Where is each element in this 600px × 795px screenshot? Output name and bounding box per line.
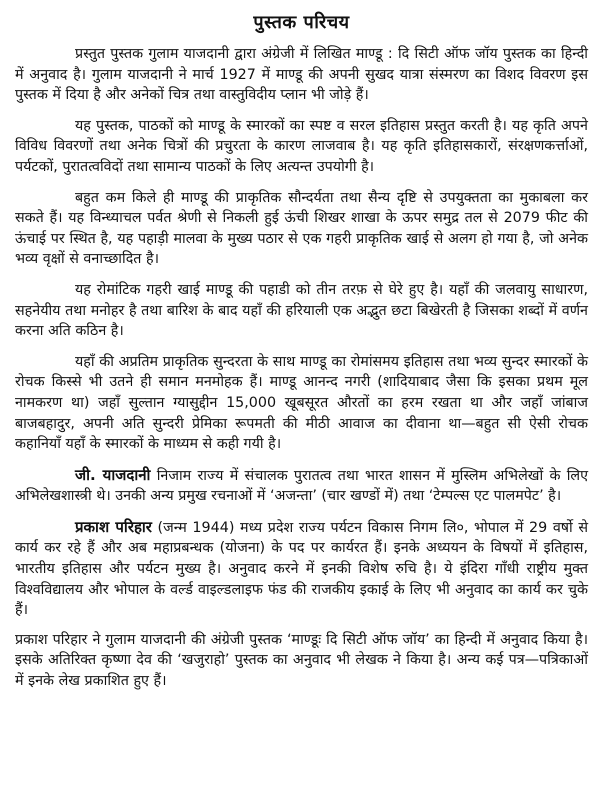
paragraph-fort-description: बहुत कम किले ही माण्डू की प्राकृतिक सौन्दर्यता तथा सैन्य दृष्टि से उपयुक्तता का मुकाबला कर सकते हैं। यह विन्ध्याचल पर्वत श्रेणी से निकली हुई ऊंची शिखर शाखा के ऊपर समुद्र तल से 2079 फीट की ऊंचाई पर स्थित है, यह पहाड़ी मालवा के मुख्य पठार से एक गहरी प्राकृतिक खाई से अलग हो गया है, जो अनेक भव्य वृक्षों से वनाच्छादित है। bbox=[15, 189, 588, 268]
paragraph-translator bbox=[15, 517, 588, 621]
paragraph-intro: प्रस्तुत पुस्तक गुलाम याजदानी द्वारा अंग्रेजी में लिखित माण्डू : दि सिटी ऑफ जॉय पुस्तक का हिन्दी में अनुवाद है। गुलाम याजदानी ने मार्च 1927 में माण्डू की अपनी सुखद यात्रा संस्मरण का विशद विवरण इस पुस्तक में दिया है और अनेकों चित्र तथा वास्तुविदीय प्लान भी जोड़े हैं। bbox=[15, 46, 588, 104]
translator-name: प्रकाश परिहार bbox=[75, 517, 152, 536]
paragraph-climate: यह रोमांटिक गहरी खाई माण्डू की पहाडी को तीन तरफ़ से घेरे हुए है। यहाँ की जलवायु साधारण, सहनेयीय तथा मनोहर है तथा बारिश के बाद यहाँ की हरियाली एक अद्भुत छटा बिखेरती है जिसका शब्दों में वर्णन करना अति कठिन है। bbox=[15, 281, 588, 340]
paragraph-translation-note: प्रकाश परिहार ने गुलाम याजदानी की अंग्रेजी पुस्तक ‘माण्डूः दि सिटी ऑफ जॉय’ का हिन्दी में अनुवाद किया है। इसके अतिरिक्त कृष्णा देव की ‘खजुराहो’ पुस्तक का अनुवाद भी लेखक ने किया है। अन्य कई पत्र—पत्रिकाओं में इनके लेख प्रकाशित हुए हैं। bbox=[15, 631, 588, 690]
page-title: पुस्तक परिचय bbox=[253, 12, 350, 33]
paragraph-book-summary: यह पुस्तक, पाठकों को माण्डू के स्मारकों का स्पष्ट व सरल इतिहास प्रस्तुत करती है। यह कृति अपने विविध विवरणों तथा अनेक चित्रों की प्रचुरता के कारण लाजवाब है। यह कृति इतिहासकारों, संरक्षणकर्त्ताओं, पर्यटकों, पुरातत्वविदों तथा सामान्य पाठकों के लिए अत्यन्त उपयोगी है। bbox=[15, 117, 588, 175]
author-bio: निजाम राज्य में संचालक पुरातत्व तथा भारत शासन में मुस्लिम अभिलेखों के लिए अभिलेखशास्त्री थे। उनकी अन्य प्रमुख रचनाओं में ‘अजन्ता’ (चार खण्डों में) तथा ‘टेम्पल्स एट पालमपेट’ है। bbox=[15, 467, 588, 505]
author-name: जी. याजदानी bbox=[75, 465, 151, 484]
paragraph-author bbox=[15, 465, 588, 507]
translator-bio: (जन्म 1944) मध्य प्रदेश राज्य पर्यटन विकास निगम लि०, भोपाल में 29 वर्षो से कार्य कर रहे हैं और अब महाप्रबन्धक (योजना) के पद पर कार्यरत हैं। इनके अध्ययन के विषयों में इतिहास, भारतीय इतिहास और पर्यटन मुख्य है। अनुवाद करने में इनकी विशेष रुचि है। ये इंदिरा गाँधी राष्ट्रीय मुक्त विश्वविद्यालय और भोपाल के वर्ल्ड वाइल्डलाइफ फंड की राजकीय इकाई के लिए भी अनुवाद का कार्य कर चुके हैं। bbox=[15, 519, 589, 619]
paragraph-history: यहाँ की अप्रतिम प्राकृतिक सुन्दरता के साथ माण्डू का रोमांसमय इतिहास तथा भव्य सुन्दर स्मारकों के रोचक किस्से भी उतने ही समान मनमोहक हैं। माण्डू आनन्द नगरी (शादियाबाद जैसा कि इसका प्रथम मूल नामकरण था) जहाँ सुल्तान ग्यासुद्दीन 15,000 खूबसूरत औरतों का हरम रखता था और जहाँ जांबाज बाजबहादुर, अपनी अति सुन्दरी प्रेमिका रूपमती की मीठी आवाज का दीवाना था—बहुत सी ऐसी रोचक कहानियाँ यहाँ के स्मारकों के माध्यम से कही गयी है। bbox=[15, 353, 588, 453]
